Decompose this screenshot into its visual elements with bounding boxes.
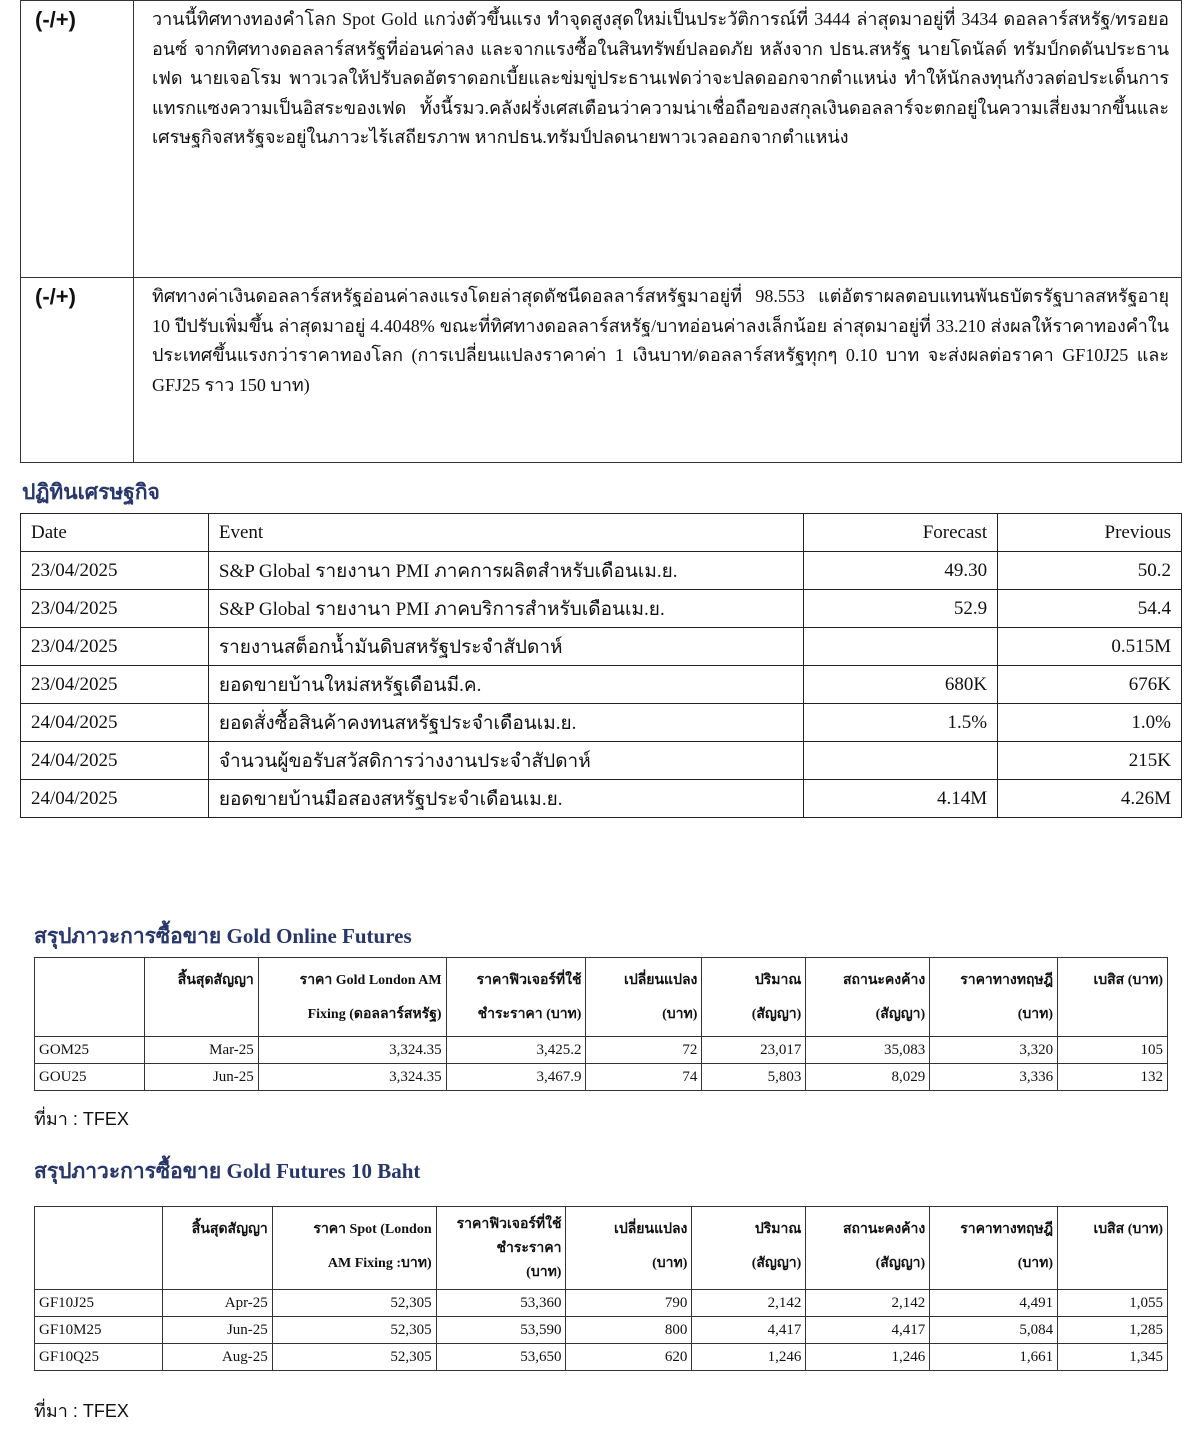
header-volume: ปริมาณ (สัญญา) bbox=[692, 1207, 806, 1290]
header-contract bbox=[35, 1207, 163, 1290]
basis: 1,055 bbox=[1058, 1290, 1168, 1317]
table-row bbox=[21, 628, 1182, 666]
event-forecast: 1.5% bbox=[804, 704, 998, 742]
header-expiry: สิ้นสุดสัญญา bbox=[144, 958, 258, 1037]
contract-code: GOU25 bbox=[35, 1064, 145, 1091]
sentiment-sign: (-/+) bbox=[21, 278, 134, 463]
header-theoretical-price: ราคาทางทฤษฎี (บาท) bbox=[930, 1207, 1058, 1290]
table-row bbox=[21, 552, 1182, 590]
volume: 23,017 bbox=[702, 1037, 806, 1064]
header-open-interest: สถานะคงค้าง (สัญญา) bbox=[806, 958, 930, 1037]
sentiment-sign: (-/+) bbox=[21, 1, 134, 278]
theoretical-price: 1,661 bbox=[930, 1344, 1058, 1371]
basis: 1,285 bbox=[1058, 1317, 1168, 1344]
header-volume: ปริมาณ (สัญญา) bbox=[702, 958, 806, 1037]
baht10-futures-table bbox=[34, 1206, 1168, 1371]
volume: 2,142 bbox=[692, 1290, 806, 1317]
baht10-futures-title: สรุปภาวะการซื้อขาย Gold Futures 10 Baht bbox=[34, 1159, 421, 1183]
volume: 5,803 bbox=[702, 1064, 806, 1091]
event-previous: 215K bbox=[998, 742, 1182, 780]
event-name: S&P Global รายงานา PMI ภาคบริการสำหรับเดือนเม.ย. bbox=[208, 590, 803, 628]
commentary-row bbox=[21, 1, 1182, 278]
event-previous: 676K bbox=[998, 666, 1182, 704]
event-previous: 1.0% bbox=[998, 704, 1182, 742]
header-spot-price: ราคา Spot (London AM Fixing :บาท) bbox=[272, 1207, 436, 1290]
spot-price: 52,305 bbox=[272, 1317, 436, 1344]
event-date: 24/04/2025 bbox=[21, 742, 209, 780]
event-forecast bbox=[804, 742, 998, 780]
header-settlement-price: ราคาฟิวเจอร์ที่ใช้ ชำระราคา (บาท) bbox=[446, 958, 586, 1037]
spot-price: 52,305 bbox=[272, 1290, 436, 1317]
header-london-fixing: ราคา Gold London AM Fixing (ดอลลาร์สหรัฐ) bbox=[258, 958, 446, 1037]
open-interest: 1,246 bbox=[806, 1344, 930, 1371]
header-event: Event bbox=[208, 514, 803, 552]
change: 800 bbox=[566, 1317, 692, 1344]
event-date: 24/04/2025 bbox=[21, 704, 209, 742]
online-futures-table bbox=[34, 957, 1168, 1091]
event-forecast bbox=[804, 628, 998, 666]
open-interest: 35,083 bbox=[806, 1037, 930, 1064]
settlement-price: 3,425.2 bbox=[446, 1037, 586, 1064]
contract-code: GF10Q25 bbox=[35, 1344, 163, 1371]
event-date: 24/04/2025 bbox=[21, 780, 209, 818]
contract-code: GF10M25 bbox=[35, 1317, 163, 1344]
volume: 1,246 bbox=[692, 1344, 806, 1371]
table-row bbox=[35, 1290, 1168, 1317]
table-row bbox=[21, 666, 1182, 704]
theoretical-price: 4,491 bbox=[930, 1290, 1058, 1317]
source-note: ที่มา : TFEX bbox=[34, 1109, 129, 1129]
event-date: 23/04/2025 bbox=[21, 666, 209, 704]
event-date: 23/04/2025 bbox=[21, 628, 209, 666]
event-previous: 54.4 bbox=[998, 590, 1182, 628]
event-previous: 50.2 bbox=[998, 552, 1182, 590]
event-name: S&P Global รายงานา PMI ภาคการผลิตสำหรับเดือนเม.ย. bbox=[208, 552, 803, 590]
london-fixing: 3,324.35 bbox=[258, 1037, 446, 1064]
open-interest: 8,029 bbox=[806, 1064, 930, 1091]
header-forecast: Forecast bbox=[804, 514, 998, 552]
event-previous: 4.26M bbox=[998, 780, 1182, 818]
basis: 1,345 bbox=[1058, 1344, 1168, 1371]
theoretical-price: 5,084 bbox=[930, 1317, 1058, 1344]
open-interest: 4,417 bbox=[806, 1317, 930, 1344]
london-fixing: 3,324.35 bbox=[258, 1064, 446, 1091]
calendar-header-row bbox=[21, 514, 1182, 552]
expiry: Mar-25 bbox=[144, 1037, 258, 1064]
change: 72 bbox=[586, 1037, 702, 1064]
contract-code: GF10J25 bbox=[35, 1290, 163, 1317]
header-basis: เบสิส (บาท) bbox=[1058, 958, 1168, 1037]
event-forecast: 52.9 bbox=[804, 590, 998, 628]
header-contract bbox=[35, 958, 145, 1037]
expiry: Jun-25 bbox=[144, 1064, 258, 1091]
header-change: เปลี่ยนแปลง (บาท) bbox=[586, 958, 702, 1037]
event-date: 23/04/2025 bbox=[21, 552, 209, 590]
settlement-price: 3,467.9 bbox=[446, 1064, 586, 1091]
volume: 4,417 bbox=[692, 1317, 806, 1344]
economic-calendar-table bbox=[20, 513, 1182, 818]
header-settlement-price: ราคาฟิวเจอร์ที่ใช้ชำระราคา (บาท) bbox=[436, 1207, 566, 1290]
theoretical-price: 3,320 bbox=[930, 1037, 1058, 1064]
theoretical-price: 3,336 bbox=[930, 1064, 1058, 1091]
event-name: ยอดสั่งซื้อสินค้าคงทนสหรัฐประจำเดือนเม.ย. bbox=[208, 704, 803, 742]
futures-header-row bbox=[35, 1207, 1168, 1290]
settlement-price: 53,360 bbox=[436, 1290, 566, 1317]
header-theoretical-price: ราคาทางทฤษฎี (บาท) bbox=[930, 958, 1058, 1037]
source-note: ที่มา : TFEX bbox=[34, 1401, 129, 1421]
basis: 132 bbox=[1058, 1064, 1168, 1091]
event-forecast: 680K bbox=[804, 666, 998, 704]
event-name: ยอดขายบ้านใหม่สหรัฐเดือนมี.ค. bbox=[208, 666, 803, 704]
basis: 105 bbox=[1058, 1037, 1168, 1064]
settlement-price: 53,590 bbox=[436, 1317, 566, 1344]
table-row bbox=[21, 780, 1182, 818]
futures-header-row bbox=[35, 958, 1168, 1037]
expiry: Jun-25 bbox=[162, 1317, 272, 1344]
event-previous: 0.515M bbox=[998, 628, 1182, 666]
event-name: รายงานสต็อกน้ำมันดิบสหรัฐประจำสัปดาห์ bbox=[208, 628, 803, 666]
settlement-price: 53,650 bbox=[436, 1344, 566, 1371]
table-row bbox=[35, 1064, 1168, 1091]
online-futures-title: สรุปภาวะการซื้อขาย Gold Online Futures bbox=[34, 924, 412, 948]
table-row bbox=[35, 1344, 1168, 1371]
header-open-interest: สถานะคงค้าง (สัญญา) bbox=[806, 1207, 930, 1290]
table-row bbox=[35, 1317, 1168, 1344]
header-basis: เบสิส (บาท) bbox=[1058, 1207, 1168, 1290]
commentary-table bbox=[20, 0, 1182, 463]
event-forecast: 4.14M bbox=[804, 780, 998, 818]
table-row bbox=[21, 590, 1182, 628]
header-previous: Previous bbox=[998, 514, 1182, 552]
table-row bbox=[21, 742, 1182, 780]
event-name: ยอดขายบ้านมือสองสหรัฐประจำเดือนเม.ย. bbox=[208, 780, 803, 818]
header-date: Date bbox=[21, 514, 209, 552]
header-expiry: สิ้นสุดสัญญา bbox=[162, 1207, 272, 1290]
change: 74 bbox=[586, 1064, 702, 1091]
commentary-text: วานนี้ทิศทางทองคำโลก Spot Gold แกว่งตัวขึ้นแรง ทำจุดสูงสุดใหม่เป็นประวัติการณ์ที่ 3444 ล่าสุดมาอยู่ที่ 3434 ดอลลาร์สหรัฐ/ทรอยออนซ์ จากทิศทางดอลลาร์สหรัฐที่อ่อนค่าลง และจากแรงซื้อในสินทรัพย์ปลอดภัย หลังจาก ปธน.สหรัฐ นายโดนัลด์ ทรัมป์กดดันประธานเฟด นายเจอโรม พาวเวลให้ปรับลดอัตราดอกเบี้ยและข่มขู่ประธานเฟดว่าจะปลดออกจากตำแหน่ง ทำให้นักลงทุนกังวลต่อประเด็นการแทรกแซงความเป็นอิสระของเฟด ทั้งนี้รมว.คลังฝรั่งเศสเตือนว่าความน่าเชื่อถือของสกุลเงินดอลลาร์จะตกอยู่ในความเสี่ยงมากขึ้นและเศรษฐกิจสหรัฐจะอยู่ในภาวะไร้เสถียรภาพ หากปธน.ทรัมป์ปลดนายพาวเวลออกจากตำแหน่ง bbox=[134, 1, 1182, 278]
expiry: Apr-25 bbox=[162, 1290, 272, 1317]
open-interest: 2,142 bbox=[806, 1290, 930, 1317]
header-change: เปลี่ยนแปลง (บาท) bbox=[566, 1207, 692, 1290]
expiry: Aug-25 bbox=[162, 1344, 272, 1371]
change: 620 bbox=[566, 1344, 692, 1371]
table-row bbox=[35, 1037, 1168, 1064]
spot-price: 52,305 bbox=[272, 1344, 436, 1371]
event-forecast: 49.30 bbox=[804, 552, 998, 590]
event-date: 23/04/2025 bbox=[21, 590, 209, 628]
commentary-row bbox=[21, 278, 1182, 463]
change: 790 bbox=[566, 1290, 692, 1317]
table-row bbox=[21, 704, 1182, 742]
event-name: จำนวนผู้ขอรับสวัสดิการว่างงานประจำสัปดาห์ bbox=[208, 742, 803, 780]
contract-code: GOM25 bbox=[35, 1037, 145, 1064]
calendar-title: ปฏิทินเศรษฐกิจ bbox=[22, 480, 160, 504]
commentary-text: ทิศทางค่าเงินดอลลาร์สหรัฐอ่อนค่าลงแรงโดยล่าสุดดัชนีดอลลาร์สหรัฐมาอยู่ที่ 98.553 แต่อัตราผลตอบแทนพันธบัตรรัฐบาลสหรัฐอายุ 10 ปีปรับเพิ่มขึ้น ล่าสุดมาอยู่ 4.4048% ขณะที่ทิศทางดอลลาร์สหรัฐ/บาทอ่อนค่าลงเล็กน้อย ล่าสุดมาอยู่ที่ 33.210 ส่งผลให้ราคาทองคำในประเทศขึ้นแรงกว่าราคาทองโลก (การเปลี่ยนแปลงราคาค่า 1 เงินบาท/ดอลลาร์สหรัฐทุกๆ 0.10 บาท จะส่งผลต่อราคา GF10J25 และ GFJ25 ราว 150 บาท) bbox=[134, 278, 1182, 463]
